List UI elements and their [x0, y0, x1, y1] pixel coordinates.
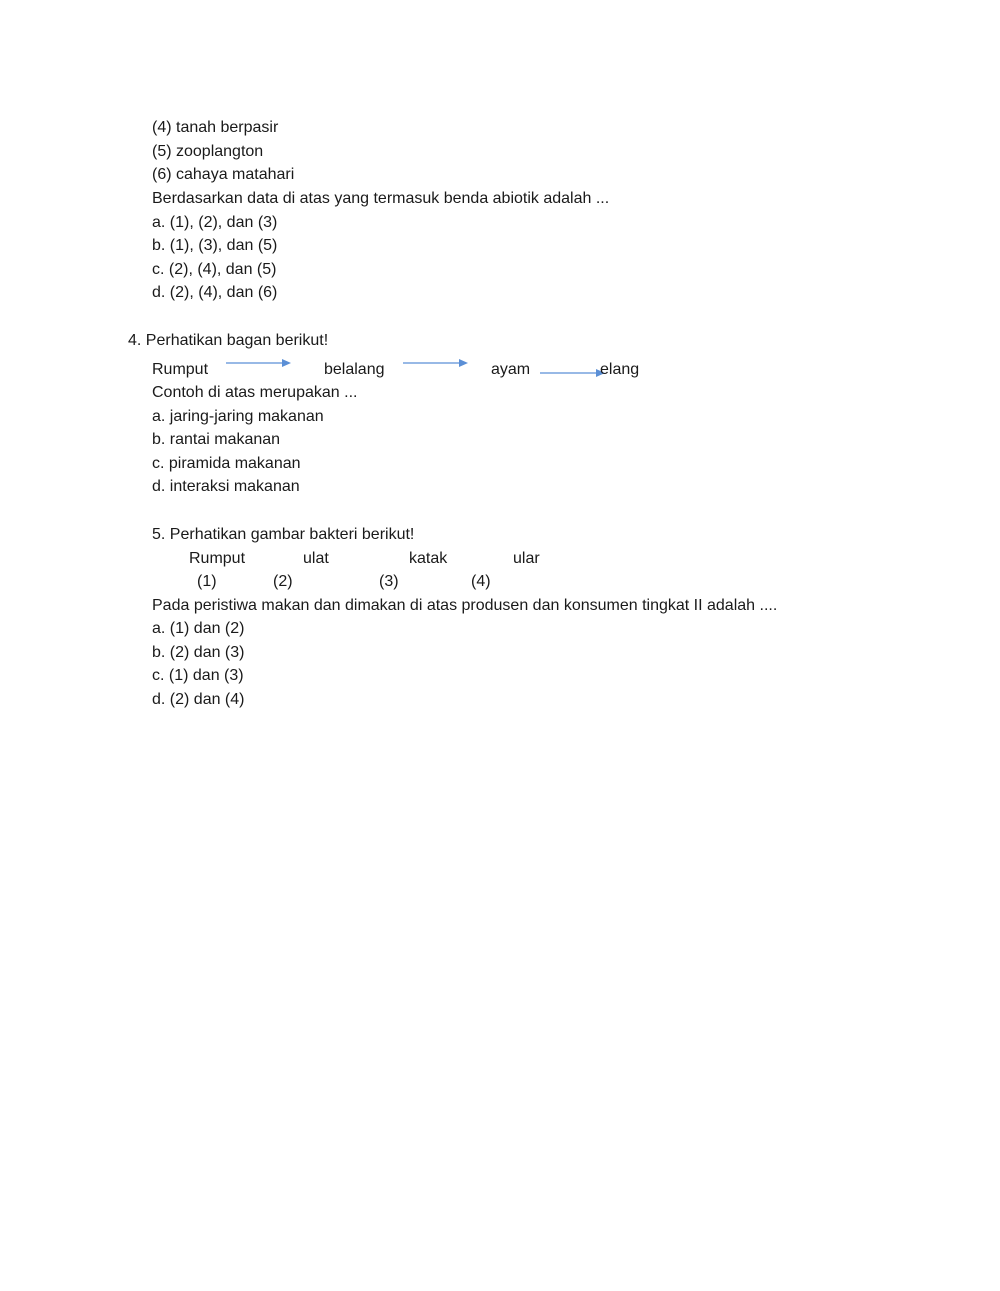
- q3-item-6: (6) cahaya matahari: [152, 166, 295, 183]
- q5-question: Pada peristiwa makan dan dimakan di atas produsen dan konsumen tingkat II adalah ....: [152, 597, 778, 614]
- q4-question: Contoh di atas merupakan ...: [152, 384, 358, 401]
- q4-option-a[interactable]: a. jaring-jaring makanan: [152, 408, 324, 425]
- number-2: (2): [273, 573, 293, 590]
- chain-elang: elang: [600, 361, 640, 378]
- q4-title: 4. Perhatikan bagan berikut!: [128, 332, 329, 349]
- q3-option-c[interactable]: c. (2), (4), dan (5): [152, 261, 277, 278]
- q5-title: 5. Perhatikan gambar bakteri berikut!: [152, 526, 415, 543]
- q3-option-d[interactable]: d. (2), (4), dan (6): [152, 284, 278, 301]
- arrow-right-icon: [225, 358, 293, 370]
- q3-option-b[interactable]: b. (1), (3), dan (5): [152, 237, 278, 254]
- number-3: (3): [379, 573, 399, 590]
- chain-rumput: Rumput: [152, 361, 209, 378]
- organism-katak: katak: [409, 550, 448, 567]
- arrow-right-icon: [402, 358, 470, 370]
- organism-rumput: Rumput: [189, 550, 246, 567]
- number-4: (4): [471, 573, 491, 590]
- q4-option-d[interactable]: d. interaksi makanan: [152, 478, 300, 495]
- q5-option-b[interactable]: b. (2) dan (3): [152, 644, 245, 661]
- q5-option-a[interactable]: a. (1) dan (2): [152, 620, 245, 637]
- q3-item-5: (5) zooplangton: [152, 143, 264, 160]
- chain-belalang: belalang: [324, 361, 385, 378]
- number-1: (1): [197, 573, 217, 590]
- q5-option-c[interactable]: c. (1) dan (3): [152, 667, 244, 684]
- q5-option-d[interactable]: d. (2) dan (4): [152, 691, 245, 708]
- arrow-right-icon: [539, 367, 607, 379]
- q3-item-4: (4) tanah berpasir: [152, 119, 279, 136]
- q4-option-b[interactable]: b. rantai makanan: [152, 431, 281, 448]
- chain-ayam: ayam: [491, 361, 531, 378]
- organism-ulat: ulat: [303, 550, 329, 567]
- q4-option-c[interactable]: c. piramida makanan: [152, 455, 301, 472]
- q3-option-a[interactable]: a. (1), (2), dan (3): [152, 214, 278, 231]
- q3-question: Berdasarkan data di atas yang termasuk benda abiotik adalah ...: [152, 190, 610, 207]
- organism-ular: ular: [513, 550, 540, 567]
